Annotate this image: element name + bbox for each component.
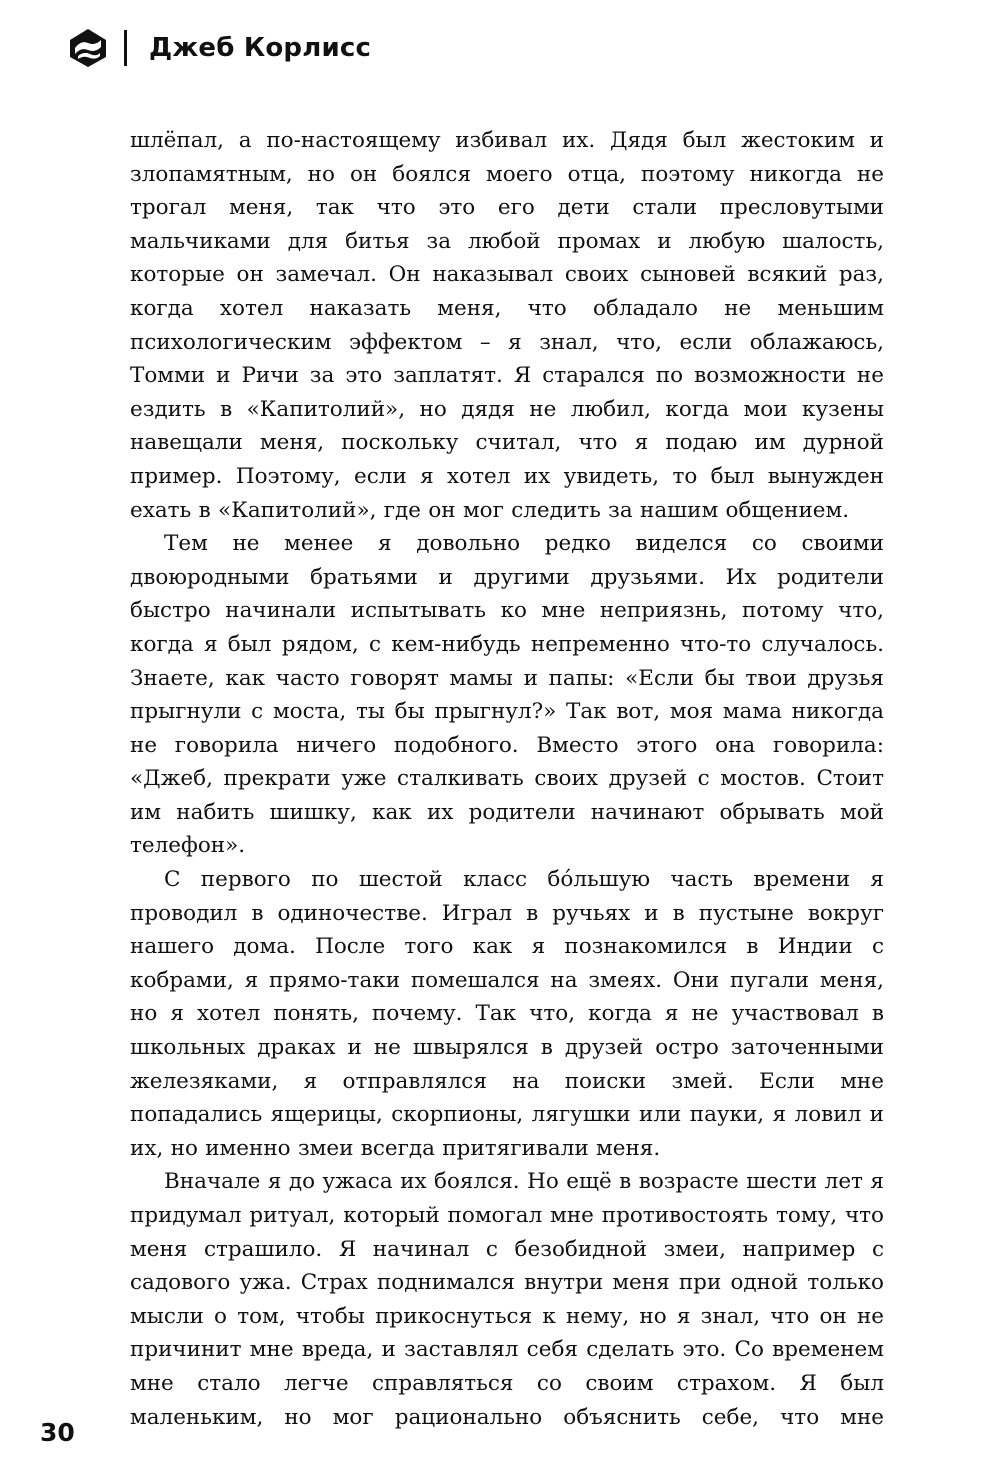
publisher-logo-icon [66,26,110,70]
body-text [130,124,884,1434]
paragraph-1: шлёпал, а по-настоящему избивал их. Дядя был жестоким и злопамятным, но он боялся моего отца, поэтому никогда не трогал меня, так что это его дети стали пресловутыми мальчиками для битья за любой промах и любую шалость, которые он замечал. Он наказывал своих сыновей всякий раз, когда хотел наказать меня, что обладало не меньшим психологическим эффектом – я знал, что, если облажаюсь, Томми и Ричи за это заплатят. Я старался по возможности не ездить в «Капитолий», но дядя не любил, когда мои кузены навещали меня, поскольку считал, что я подаю им дурной пример. Поэтому, если я хотел их увидеть, то был вынужден ехать в «Капитолий», где он мог следить за нашим общением. [130,128,884,523]
paragraph-3: С первого по шестой класс бóльшую часть времени я проводил в одиночестве. Играл в ручьях и в пустыне вокруг нашего дома. После того как я познакомился в Индии с кобрами, я прямо-таки помешался на змеях. Они пугали меня, но я хотел понять, почему. Так что, когда я не участвовал в школьных драках и не швырялся в друзей остро заточенными железяками, я отправлялся на поиски змей. Если мне попадались ящерицы, скорпионы, лягушки или пауки, я ловил и их, но именно змеи всегда притягивали меня. [130,867,884,1161]
header-divider [124,30,127,66]
page-number: 30 [40,1418,75,1447]
author-name: Джеб Корлисс [149,33,372,63]
running-header [66,26,371,70]
paragraph-4: Вначале я до ужаса их боялся. Но ещё в возрасте шести лет я придумал ритуал, который помогал мне противостоять тому, что меня страшило. Я начинал с безобидной змеи, например с садового ужа. Страх поднимался внутри меня при одной только мысли о том, чтобы прикоснуться к нему, но я знал, что он не причинит мне вреда, и заставлял себя сделать это. Со временем мне стало легче справляться со своим страхом. Я был маленьким, но мог рационально объяснить себе, что мне [130,1169,884,1430]
paragraph-2: Тем не менее я довольно редко виделся со своими двоюродными братьями и другими друзьями. Их родители быстро начинали испытывать ко мне неприязнь, потому что, когда я был рядом, с кем-нибудь непременно что-то случалось. Знаете, как часто говорят мамы и папы: «Если бы твои друзья прыгнули с моста, ты бы прыгнул?» Так вот, моя мама никогда не говорила ничего подобного. Вместо этого она говорила: «Джеб, прекрати уже сталкивать своих друзей с мостов. Стоит им набить шишку, как их родители начинают обрывать мой телефон». [130,531,884,859]
